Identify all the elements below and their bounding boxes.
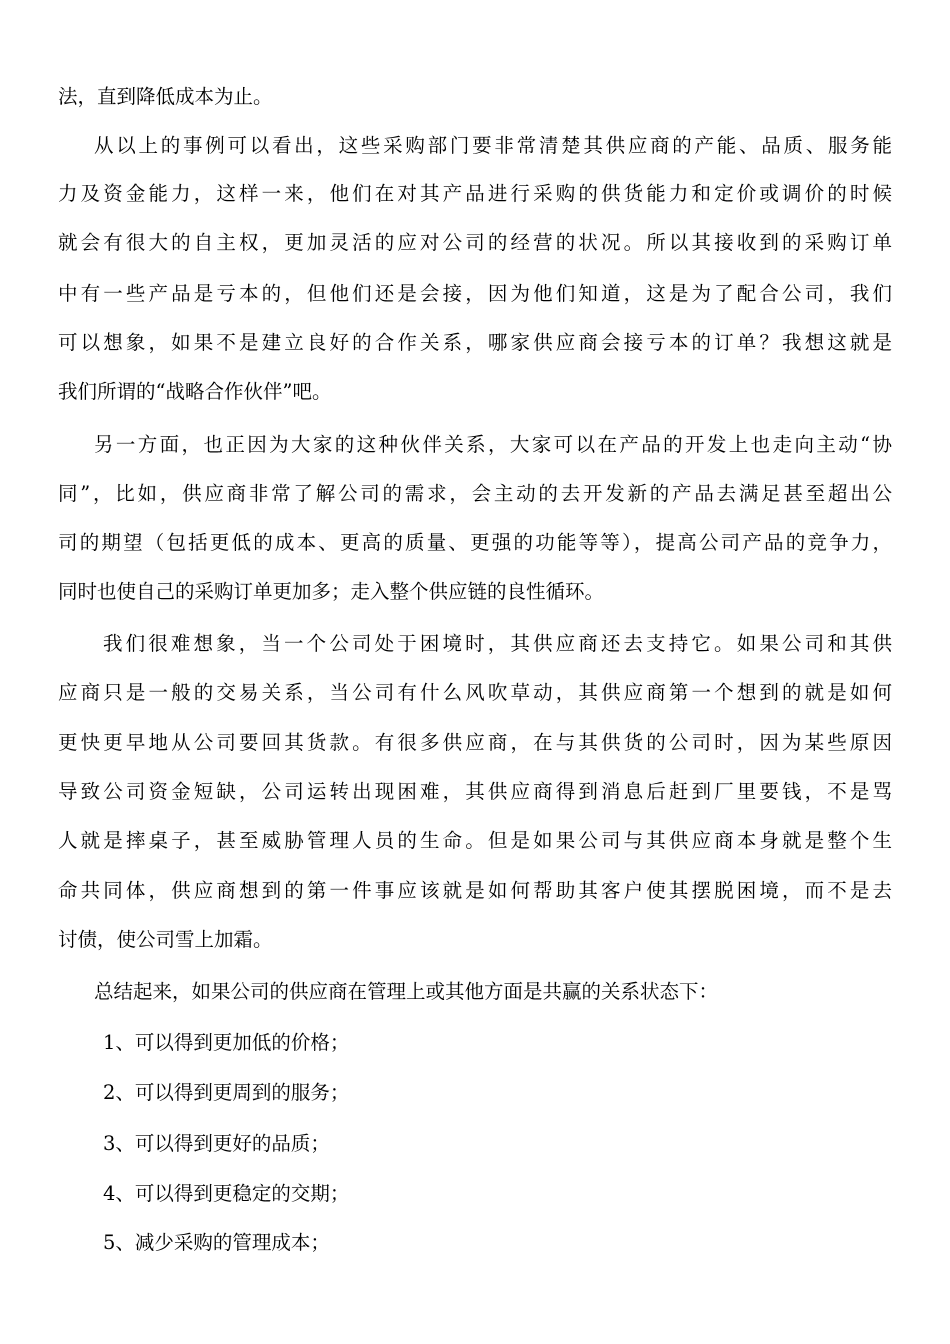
paragraph-first-line: 总结起来，如果公司的供应商在管理上或其他方面是共赢的关系状态下： bbox=[94, 980, 719, 1003]
text-line: 中有一些产品是亏本的，但他们还是会接，因为他们知道，这是为了配合公司，我们 bbox=[58, 282, 892, 305]
list-item: 5、减少采购的管理成本； bbox=[103, 1231, 330, 1254]
list-item: 4、可以得到更稳定的交期； bbox=[103, 1182, 350, 1205]
text-line: 力及资金能力，这样一来，他们在对其产品进行采购的供货能力和定价或调价的时候 bbox=[58, 182, 892, 205]
text-line: 我们所谓的“战略合作伙伴”吧。 bbox=[58, 380, 332, 403]
paragraph-first-line: 从以上的事例可以看出，这些采购部门要非常清楚其供应商的产能、品质、服务能 bbox=[94, 134, 892, 157]
text-line: 同”，比如，供应商非常了解公司的需求，会主动的去开发新的产品去满足甚至超出公 bbox=[58, 482, 892, 505]
paragraph-first-line: 另一方面，也正因为大家的这种伙伴关系，大家可以在产品的开发上也走向主动“协 bbox=[94, 433, 892, 456]
text-line: 就会有很大的自主权，更加灵活的应对公司的经营的状况。所以其接收到的采购订单 bbox=[58, 231, 892, 254]
text-line: 更快更早地从公司要回其货款。有很多供应商，在与其供货的公司时，因为某些原因 bbox=[58, 731, 892, 754]
list-item: 1、可以得到更加低的价格； bbox=[103, 1031, 350, 1054]
text-line: 命共同体，供应商想到的第一件事应该就是如何帮助其客户使其摆脱困境，而不是去 bbox=[58, 879, 892, 902]
text-line: 讨债，使公司雪上加霜。 bbox=[58, 928, 273, 951]
text-line: 导致公司资金短缺，公司运转出现困难，其供应商得到消息后赶到厂里要钱，不是骂 bbox=[58, 780, 892, 803]
list-item: 2、可以得到更周到的服务； bbox=[103, 1081, 350, 1104]
text-line: 同时也使自己的采购订单更加多；走入整个供应链的良性循环。 bbox=[58, 580, 605, 603]
text-line: 司的期望（包括更低的成本、更高的质量、更强的功能等等），提高公司产品的竞争力， bbox=[58, 531, 892, 554]
text-line: 人就是摔桌子，甚至威胁管理人员的生命。但是如果公司与其供应商本身就是整个生 bbox=[58, 829, 892, 852]
text-line: 可以想象，如果不是建立良好的合作关系，哪家供应商会接亏本的订单？我想这就是 bbox=[58, 331, 892, 354]
text-line: 应商只是一般的交易关系，当公司有什么风吹草动，其供应商第一个想到的就是如何 bbox=[58, 681, 892, 704]
list-item: 3、可以得到更好的品质； bbox=[103, 1132, 330, 1155]
text-line: 法，直到降低成本为止。 bbox=[58, 85, 273, 108]
paragraph-first-line: 我们很难想象，当一个公司处于困境时，其供应商还去支持它。如果公司和其供 bbox=[103, 632, 892, 655]
